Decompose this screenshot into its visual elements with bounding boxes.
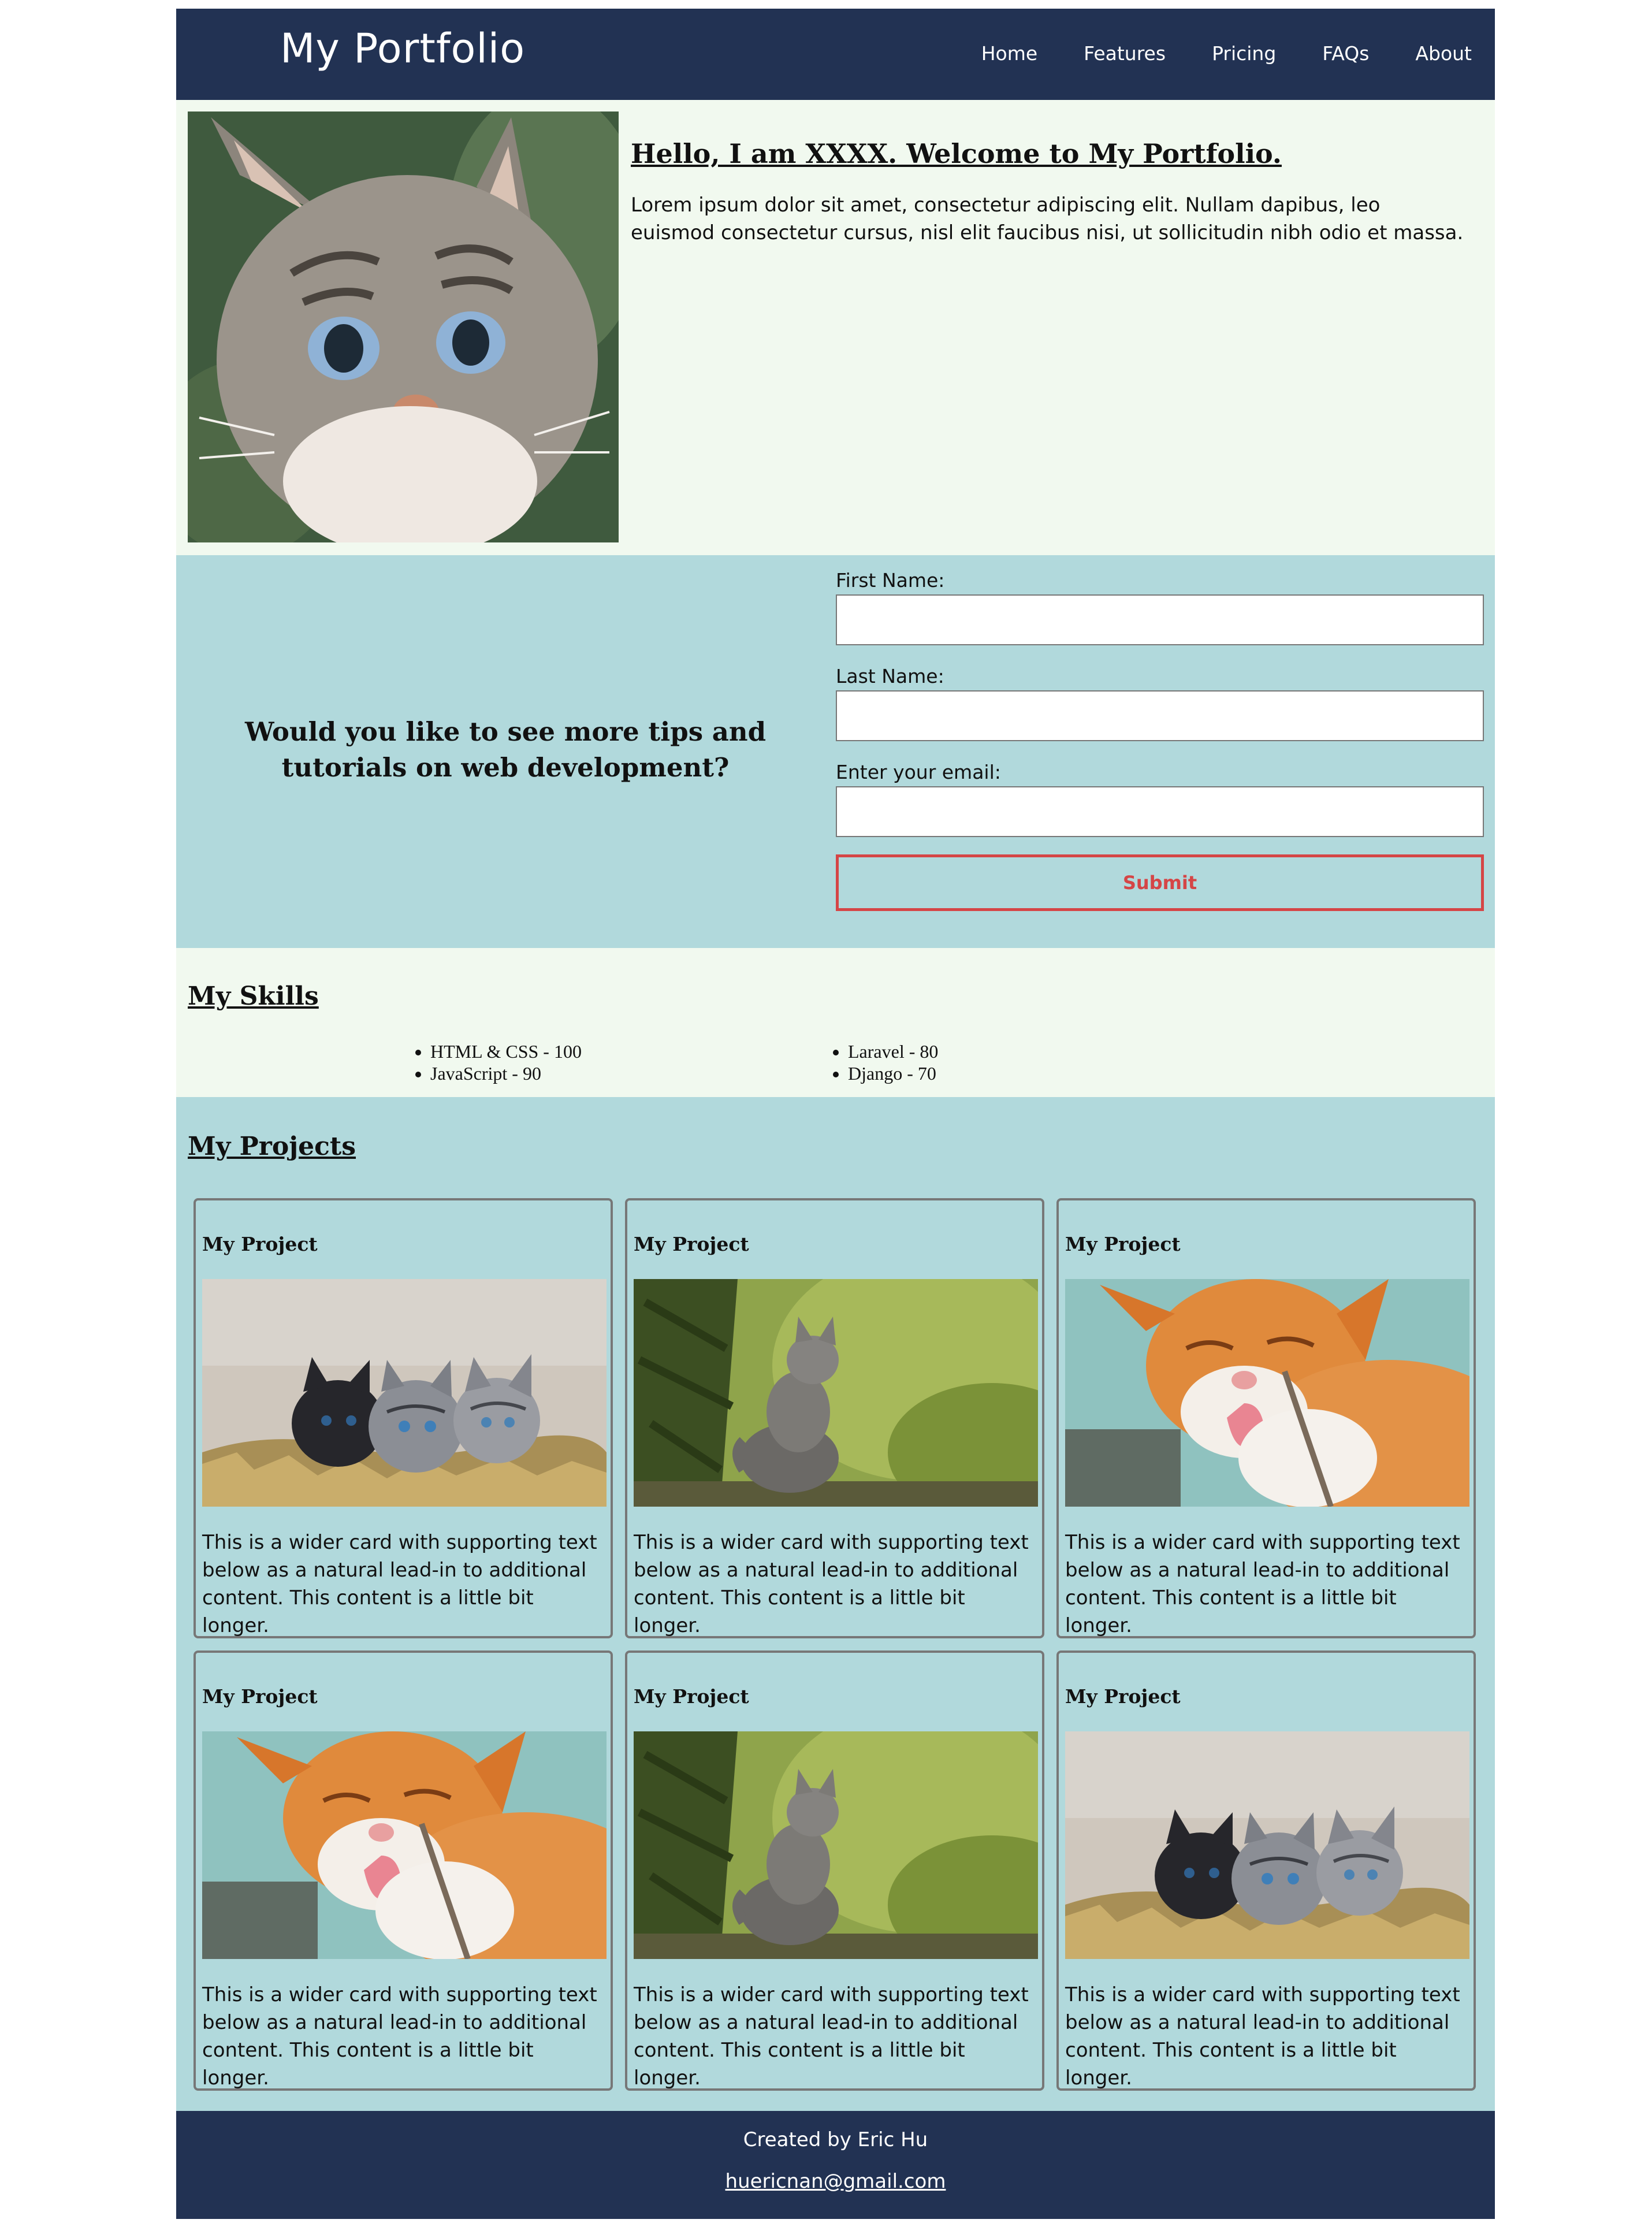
project-card-text: This is a wider card with supporting text below as a natural lead-in to additional content. This content is a little bit longer. (1065, 1983, 1460, 2090)
project-card-title: My Project (634, 1233, 749, 1255)
subscribe-form (836, 567, 1484, 911)
skill-item: • HTML & CSS - 100 (430, 1040, 582, 1062)
email-input[interactable] (836, 786, 1484, 837)
site-header (176, 9, 1495, 100)
skill-item: • JavaScript - 90 (430, 1062, 582, 1084)
projects-section (176, 1097, 1495, 2111)
nav-home[interactable]: Home (981, 42, 1038, 65)
skills-title: My Skills (188, 982, 319, 1011)
skills-list-right (831, 1040, 938, 1084)
project-card-text: This is a wider card with supporting text below as a natural lead-in to additional content. This content is a little bit longer. (634, 1531, 1029, 1637)
nav-faqs[interactable]: FAQs (1322, 42, 1370, 65)
project-card-text: This is a wider card with supporting text below as a natural lead-in to additional content. This content is a little bit longer. (202, 1531, 597, 1637)
brand-title[interactable]: My Portfolio (280, 25, 526, 72)
orange-cat-licking-icon (202, 1731, 607, 1959)
project-card-title: My Project (1065, 1685, 1181, 1708)
subscribe-question: Would you like to see more tips and tutorials on web development? (244, 716, 767, 783)
project-card[interactable] (194, 1198, 613, 1638)
project-card[interactable] (625, 1198, 1044, 1638)
submit-button[interactable]: Submit (836, 854, 1484, 911)
first-name-label: First Name: (836, 569, 945, 592)
project-card-title: My Project (202, 1685, 318, 1708)
project-card-text: This is a wider card with supporting text below as a natural lead-in to additional content. This content is a little bit longer. (634, 1983, 1029, 2090)
main-nav (935, 42, 1472, 65)
footer-email-link[interactable]: huericnan@gmail.com (725, 2170, 946, 2193)
nav-about[interactable]: About (1415, 42, 1472, 65)
subscribe-section (176, 555, 1495, 948)
last-name-label: Last Name: (836, 665, 944, 687)
orange-cat-licking-icon (1065, 1279, 1469, 1507)
nav-pricing[interactable]: Pricing (1212, 42, 1277, 65)
footer-credit: Created by Eric Hu (743, 2128, 928, 2151)
project-card-text: This is a wider card with supporting text below as a natural lead-in to additional content. This content is a little bit longer. (1065, 1531, 1460, 1637)
first-name-input[interactable] (836, 594, 1484, 645)
three-kittens-icon (1065, 1731, 1469, 1959)
cat-photo-icon (188, 111, 619, 542)
skill-item: • Laravel - 80 (848, 1040, 938, 1062)
skills-list-left (413, 1040, 582, 1084)
page (176, 9, 1495, 2219)
email-label: Enter your email: (836, 761, 1001, 783)
projects-title: My Projects (188, 1132, 356, 1161)
hero-section (176, 100, 1495, 555)
project-card[interactable] (625, 1650, 1044, 2091)
projects-grid (194, 1198, 1482, 2091)
project-card-title: My Project (1065, 1233, 1181, 1255)
skills-section (176, 948, 1495, 1097)
kitten-forest-icon (634, 1731, 1038, 1959)
three-kittens-icon (202, 1279, 607, 1507)
hero-title: Hello, I am XXXX. Welcome to My Portfolio. (631, 138, 1282, 169)
project-card[interactable] (1056, 1198, 1476, 1638)
skill-item: • Django - 70 (848, 1062, 938, 1084)
project-card[interactable] (1056, 1650, 1476, 2091)
site-footer (176, 2111, 1495, 2219)
nav-features[interactable]: Features (1084, 42, 1166, 65)
kitten-forest-icon (634, 1279, 1038, 1507)
project-card-title: My Project (202, 1233, 318, 1255)
project-card[interactable] (194, 1650, 613, 2091)
project-card-title: My Project (634, 1685, 749, 1708)
last-name-input[interactable] (836, 690, 1484, 741)
hero-text: Lorem ipsum dolor sit amet, consectetur adipiscing elit. Nullam dapibus, leo euismod consectetur cursus, nisl elit faucibus nisi, ut sollicitudin nibh odio et massa. (631, 194, 1464, 244)
project-card-text: This is a wider card with supporting text below as a natural lead-in to additional content. This content is a little bit longer. (202, 1983, 597, 2090)
